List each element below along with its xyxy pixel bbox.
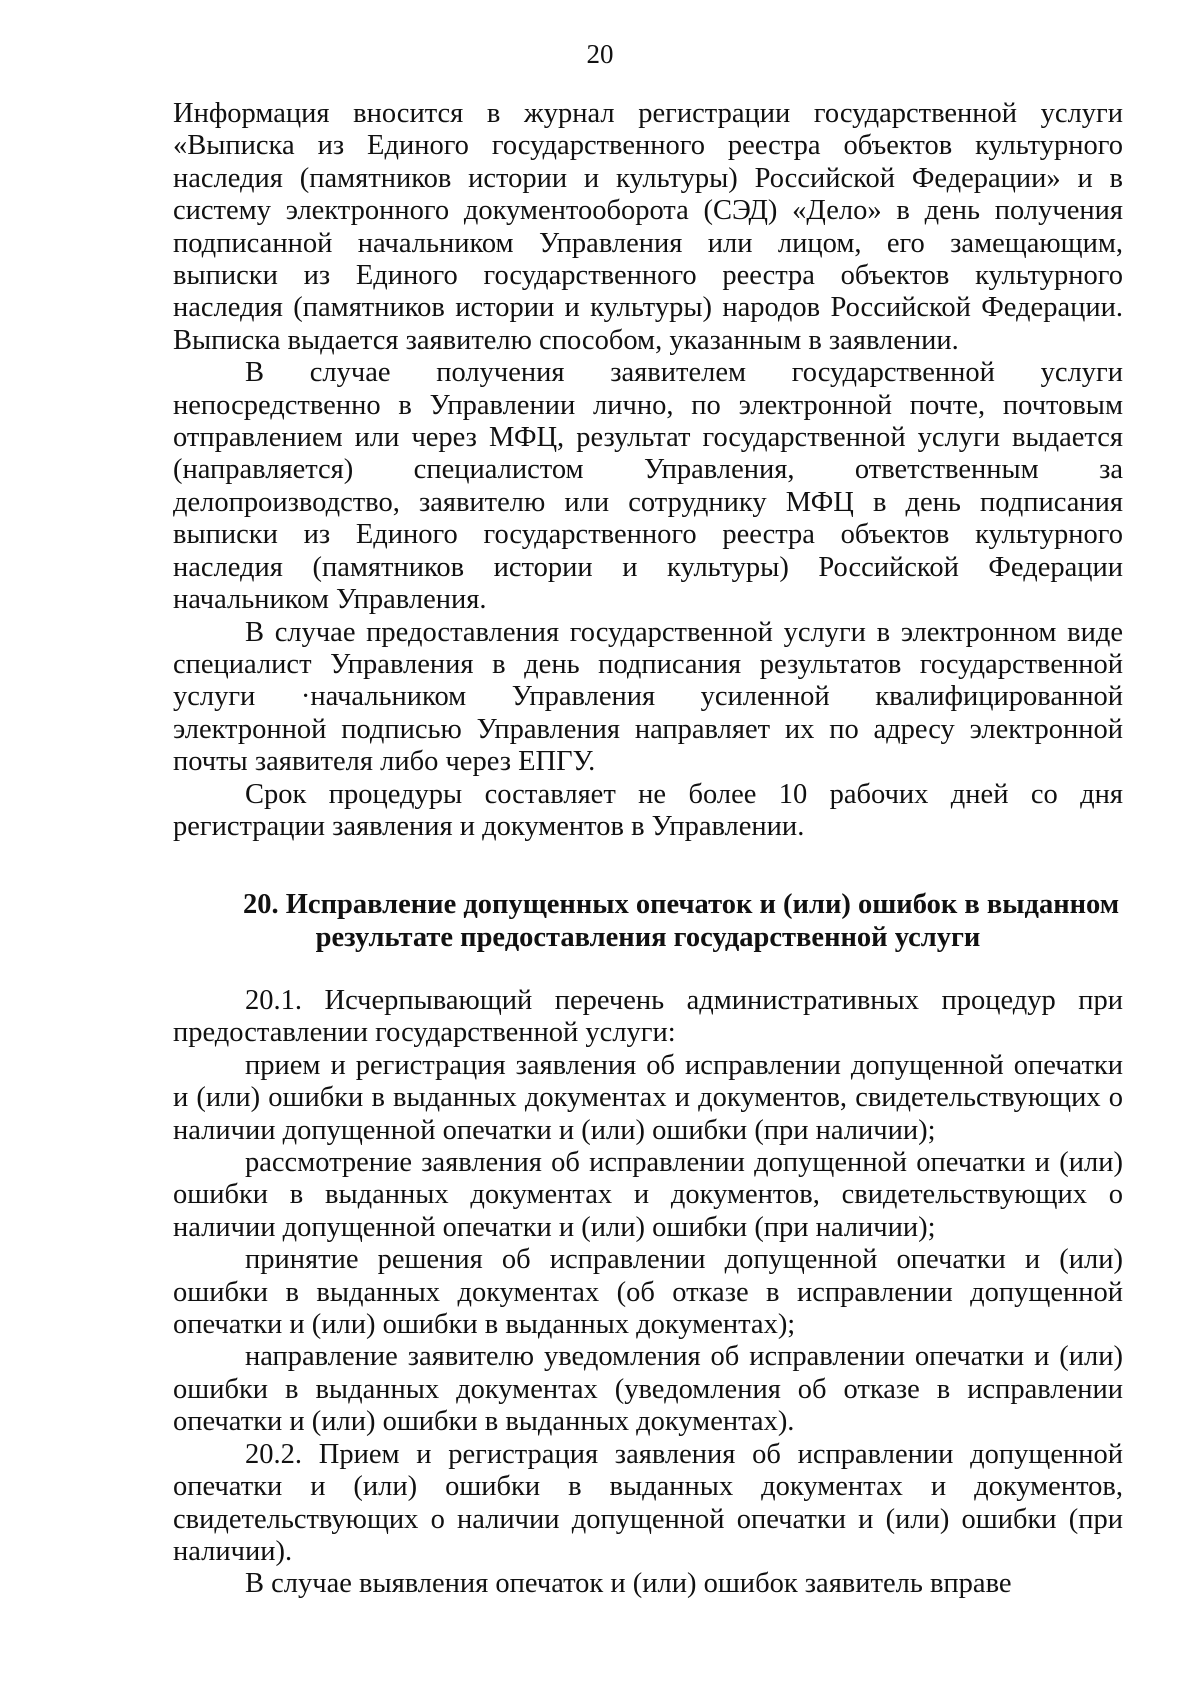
paragraph-20-1: 20.1. Исчерпывающий перечень административных процедур при предоставлении государственной услуги: — [173, 985, 1123, 1049]
paragraph-procedure-term: Срок процедуры составляет не более 10 рабочих дней со дня регистрации заявления и документов в Управлении. — [173, 778, 1123, 842]
paragraph-personal-receipt: В случае получения заявителем государственной услуги непосредственно в Управлении лично, по электронной почте, почтовым отправлением или через МФЦ, результат государственной услуги выдается (направляется) специалистом Управления, ответственным за делопроизводство, заявителю или сотруднику МФЦ в день подписания выписки из Единого государственного реестра объектов культурного наследия (памятников истории и культуры) Российской Федерации начальником Управления. — [173, 357, 1123, 616]
section-heading-line-2: результате предоставления государственной услуги — [315, 922, 981, 953]
paragraph-errors-detected: В случае выявления опечаток и (или) ошибок заявитель вправе — [245, 1568, 1012, 1600]
paragraph-electronic-delivery: В случае предоставления государственной услуги в электронном виде специалист Управления в день подписания результатов государственной услуги ·начальником Управления усиленной квалифицированной электронной подписью Управления направляет их по адресу электронной почты заявителя либо через ЕПГУ. — [173, 616, 1123, 778]
body-text-section-2 — [173, 985, 1123, 1601]
paragraph-registration-info: Информация вносится в журнал регистрации государственной услуги «Выписка из Единого государственного реестра объектов культурного наследия (памятников истории и культуры) Российской Федерации» и в систему электронного документооборота (СЭД) «Дело» в день получения подписанной начальником Управления или лицом, его замещающим, выписки из Единого государственного реестра объектов культурного наследия (памятников истории и культуры) народов Российской Федерации. Выписка выдается заявителю способом, указанным в заявлении. — [173, 98, 1123, 356]
section-heading — [173, 888, 1123, 954]
paragraph-20-2: 20.2. Прием и регистрация заявления об исправлении допущенной опечатки и (или) ошибки в выданных документах и документов, свидетельствующих о наличии допущенной опечатки и (или) ошибки (при наличии). — [173, 1438, 1123, 1567]
body-text-section-1 — [173, 98, 1123, 843]
list-item-notification: направление заявителю уведомления об исправлении опечатки и (или) ошибки в выданных документах (уведомления об отказе в исправлении опечатки и (или) ошибки в выданных документах). — [173, 1341, 1123, 1438]
list-item-receipt-registration: прием и регистрация заявления об исправлении допущенной опечатки и (или) ошибки в выданных документах и документов, свидетельствующих о наличии допущенной опечатки и (или) ошибки (при наличии); — [173, 1049, 1123, 1146]
page-number: 20 — [586, 39, 614, 69]
list-item-review: рассмотрение заявления об исправлении допущенной опечатки и (или) ошибки в выданных документах и документов, свидетельствующих о наличии допущенной опечатки и (или) ошибки (при наличии); — [173, 1147, 1123, 1243]
section-heading-line-1: 20. Исправление допущенных опечаток и (или) ошибок в выданном — [243, 889, 1120, 920]
list-item-decision: принятие решения об исправлении допущенной опечатки и (или) ошибки в выданных документах (об отказе в исправлении допущенной опечатки и (или) ошибки в выданных документах); — [173, 1244, 1123, 1341]
